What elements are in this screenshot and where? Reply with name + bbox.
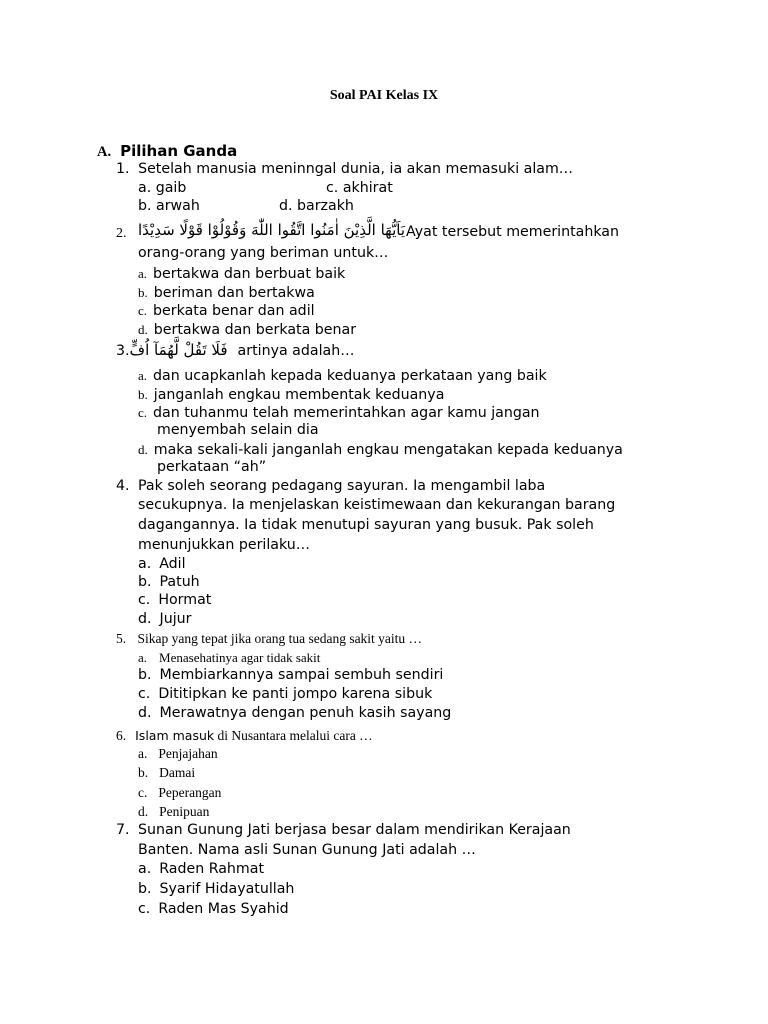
arabic-text: يَاَيُّهَا الَّذِيْنَ اٰمَنُوا اتَّقُوا اللّٰهَ وَقُوْلُوْا قَوْلًا سَدِيْدًا (138, 221, 406, 239)
question-text: menunjukkan perilaku… (138, 537, 310, 553)
question-text: Pak soleh seorang pedagang sayuran. Ia mengambil laba (138, 478, 546, 494)
question-number: 1. (116, 161, 130, 177)
question-text-cont: di Nusantara melalui cara … (214, 728, 373, 743)
option-a: a. dan ucapkanlah kepada keduanya perkataan yang baik (138, 368, 547, 384)
question-1 (116, 161, 573, 177)
section-letter: A. (97, 144, 112, 160)
question-text: Ayat tersebut memerintahkan (406, 224, 619, 240)
option-a: a. Menasehatinya agar tidak sakit (138, 650, 321, 665)
option-a: a. gaib (138, 180, 187, 196)
question-6 (116, 727, 373, 745)
question-number: 4. (116, 478, 130, 494)
question-text: Banten. Nama asli Sunan Gunung Jati adalah … (138, 842, 476, 858)
question-3 (116, 341, 354, 360)
option-a: a. Raden Rahmat (138, 861, 265, 877)
page-title: Soal PAI Kelas IX (329, 88, 439, 103)
option-c: c. Hormat (138, 592, 212, 608)
option-c: c. Dititipkan ke panti jompo karena sibuk (138, 686, 433, 702)
question-number: 7. (116, 822, 130, 838)
question-5 (116, 631, 422, 647)
question-text: Sunan Gunung Jati berjasa besar dalam mendirikan Kerajaan (138, 822, 571, 838)
arabic-verse (138, 221, 405, 240)
option-d: d. Merawatnya dengan penuh kasih sayang (138, 705, 452, 721)
option-d-cont: perkataan “ah” (157, 459, 267, 475)
question-number: 3. (116, 343, 130, 359)
option-d: d. maka sekali-kali janganlah engkau mengatakan kepada keduanya (138, 442, 623, 458)
option-b: b. arwah (138, 198, 200, 214)
option-b: b. beriman dan bertakwa (138, 285, 315, 301)
question-number: 2. (116, 226, 127, 241)
option-c: c. Peperangan (138, 785, 222, 800)
option-c: c. Raden Mas Syahid (138, 901, 289, 917)
question-number: 5. (116, 631, 127, 646)
option-c-cont: menyembah selain dia (157, 422, 319, 438)
option-a: a. Penjajahan (138, 746, 218, 761)
option-c: c. dan tuhanmu telah memerintahkan agar kamu jangan (138, 405, 540, 421)
question-text: dagangannya. Ia tidak menutupi sayuran yang busuk. Pak soleh (138, 517, 594, 533)
option-d: d. bertakwa dan berkata benar (138, 322, 357, 338)
option-b: b. Damai (138, 765, 196, 780)
question-text: secukupnya. Ia menjelaskan keistimewaan dan kekurangan barang (138, 497, 616, 513)
option-c: c. akhirat (326, 180, 393, 196)
option-b: b. Membiarkannya sampai sembuh sendiri (138, 667, 444, 683)
option-d: d. barzakh (279, 198, 354, 214)
question-text: Setelah manusia meninngal dunia, ia akan memasuki alam… (138, 161, 573, 177)
option-c: c. berkata benar dan adil (138, 303, 315, 319)
option-d: d. Jujur (138, 611, 192, 627)
option-a: a. Adil (138, 556, 186, 572)
option-b: b. Patuh (138, 574, 200, 590)
section-title: Pilihan Ganda (120, 142, 238, 160)
option-a: a. bertakwa dan berbuat baik (138, 266, 346, 282)
option-b: b. janganlah engkau membentak keduanya (138, 387, 445, 403)
question-text: Islam masuk (135, 728, 215, 743)
question-text-cont: orang-orang yang beriman untuk… (138, 245, 389, 261)
question-text: artinya adalah… (237, 343, 355, 359)
question-number: 6. (116, 728, 127, 743)
arabic-text: فَلَا تَقُلْ لَّهُمَآ اُفٍّ (129, 341, 228, 359)
option-d: d. Penipuan (138, 804, 210, 819)
option-b: b. Syarif Hidayatullah (138, 881, 295, 897)
question-text: Sikap yang tepat jika orang tua sedang sakit yaitu … (137, 631, 423, 646)
section-heading (97, 142, 237, 161)
